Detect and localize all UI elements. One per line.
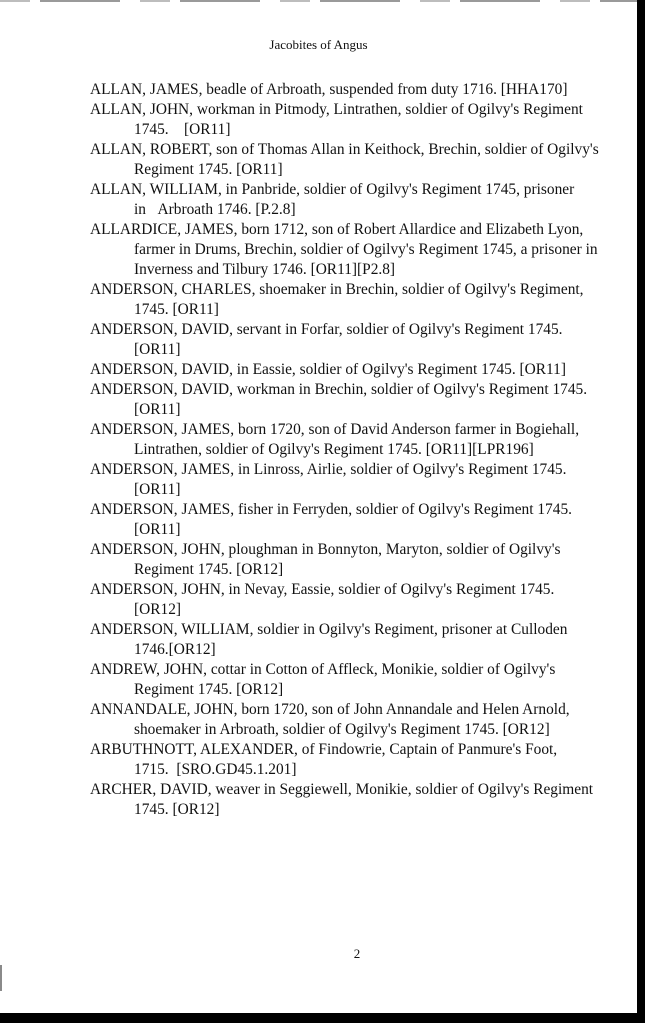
entry-list	[90, 80, 600, 820]
list-item: ANDERSON, CHARLES, shoemaker in Brechin, soldier of Ogilvy's Regiment, 1745. [OR11]	[90, 281, 584, 318]
list-item: ANDERSON, JAMES, fisher in Ferryden, soldier of Ogilvy's Regiment 1745. [OR11]	[90, 501, 572, 538]
list-item: ANDERSON, DAVID, workman in Brechin, soldier of Ogilvy's Regiment 1745. [OR11]	[90, 381, 588, 418]
list-item: ANDERSON, DAVID, in Eassie, soldier of Ogilvy's Regiment 1745. [OR11]	[90, 361, 567, 378]
scan-right-border	[637, 0, 645, 1023]
list-item: ANDERSON, JAMES, born 1720, son of David Anderson farmer in Bogiehall, Lintrathen, soldier of Ogilvy's Regiment 1745. [OR11][LPR196]	[90, 421, 580, 458]
running-head: Jacobites of Angus	[269, 37, 368, 52]
list-item: ANDERSON, JOHN, ploughman in Bonnyton, Maryton, soldier of Ogilvy's Regiment 1745. [OR12]	[90, 541, 561, 578]
list-item: ANDERSON, JOHN, in Nevay, Eassie, soldier of Ogilvy's Regiment 1745. [OR12]	[90, 581, 555, 618]
list-item: ANDREW, JOHN, cottar in Cotton of Affleck, Monikie, soldier of Ogilvy's Regiment 1745. [OR12]	[90, 661, 556, 698]
scan-bottom-border	[0, 1013, 645, 1023]
list-item: ANDERSON, DAVID, servant in Forfar, soldier of Ogilvy's Regiment 1745. [OR11]	[90, 321, 563, 358]
list-item: ANDERSON, JAMES, in Linross, Airlie, soldier of Ogilvy's Regiment 1745. [OR11]	[90, 461, 567, 498]
list-item: ARCHER, DAVID, weaver in Seggiewell, Monikie, soldier of Ogilvy's Regiment 1745. [OR12]	[90, 781, 594, 818]
list-item: ANDERSON, WILLIAM, soldier in Ogilvy's Regiment, prisoner at Culloden 1746.[OR12]	[90, 621, 568, 658]
list-item: ANNANDALE, JOHN, born 1720, son of John Annandale and Helen Arnold, shoemaker in Arbroath, soldier of Ogilvy's Regiment 1745. [OR12]	[90, 701, 570, 738]
list-item: ALLAN, ROBERT, son of Thomas Allan in Keithock, Brechin, soldier of Ogilvy's Regiment 1745. [OR11]	[90, 141, 599, 178]
list-item: ALLAN, JAMES, beadle of Arbroath, suspended from duty 1716. [HHA170]	[90, 81, 568, 98]
list-item: ALLARDICE, JAMES, born 1712, son of Robert Allardice and Elizabeth Lyon, farmer in Drums, Brechin, soldier of Ogilvy's Regiment 1745, a prisoner in Inverness and Tilbury 1746. [OR11][P2.8]	[90, 221, 598, 278]
scan-left-mark	[0, 965, 2, 991]
list-item: ARBUTHNOTT, ALEXANDER, of Findowrie, Captain of Panmure's Foot, 1715. [SRO.GD45.1.201]	[90, 741, 558, 778]
list-item: ALLAN, WILLIAM, in Panbride, soldier of Ogilvy's Regiment 1745, prisoner in Arbroath 1746. [P.2.8]	[90, 181, 575, 218]
list-item: ALLAN, JOHN, workman in Pitmody, Lintrathen, soldier of Ogilvy's Regiment 1745. [OR11]	[90, 101, 583, 138]
scan-top-edge	[0, 0, 645, 2]
page-number: 2	[353, 946, 361, 961]
